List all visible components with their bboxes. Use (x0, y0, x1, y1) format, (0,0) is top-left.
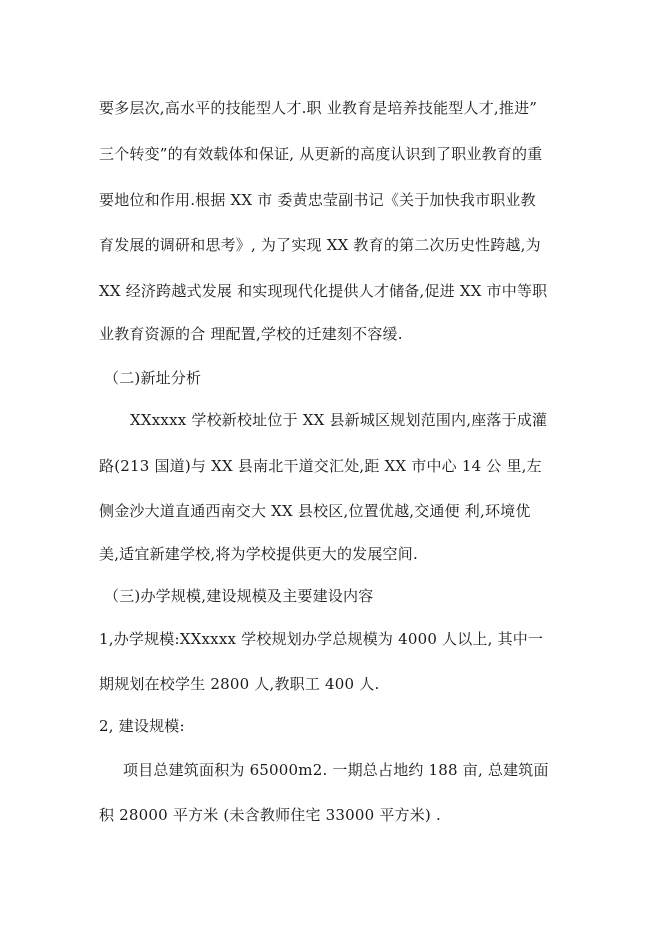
paragraph-line: 期规划在校学生 2800 人,教职工 400 人. (99, 675, 380, 693)
section-heading: （二)新址分析 (104, 369, 202, 387)
paragraph-line: 要多层次,高水平的技能型人才.职 业教育是培养技能型人才,推进” (99, 99, 538, 117)
paragraph-line: 项目总建筑面积为 65000m2. 一期总占地约 188 亩, 总建筑面 (123, 761, 549, 779)
paragraph-line: XX 经济跨越式发展 和实现现代化提供人才储备,促进 XX 市中等职 (99, 282, 548, 300)
paragraph-line: 育发展的调研和思考》, 为了实现 XX 教育的第二次历史性跨越,为 (99, 236, 541, 254)
paragraph-line: 积 28000 平方米 (未含教师住宅 33000 平方米) . (99, 806, 441, 824)
paragraph-line: 美,适宜新建学校,将为学校提供更大的发展空间. (99, 545, 418, 563)
paragraph-line: 1,办学规模:XXxxxx 学校规划办学总规模为 4000 人以上, 其中一 (99, 630, 544, 648)
paragraph-line: 路(213 国道)与 XX 县南北干道交汇处,距 XX 市中心 14 公 里,左 (99, 457, 542, 475)
paragraph-line: 侧金沙大道直通西南交大 XX 县校区,位置优越,交通便 利,环境优 (99, 502, 531, 520)
paragraph-line: XXxxxx 学校新校址位于 XX 县新城区规划范围内,座落于成灌 (130, 411, 548, 429)
paragraph-line: 三个转变”的有效载体和保证, 从更新的高度认识到了职业教育的重 (99, 145, 543, 163)
paragraph-line: 业教育资源的合 理配置,学校的迁建刻不容缓. (99, 325, 403, 343)
paragraph-line: 要地位和作用.根据 XX 市 委黄忠莹副书记《关于加快我市职业教 (99, 191, 536, 209)
list-heading: 2, 建设规模: (99, 717, 185, 735)
section-heading: （三)办学规模,建设规模及主要建设内容 (104, 587, 374, 605)
